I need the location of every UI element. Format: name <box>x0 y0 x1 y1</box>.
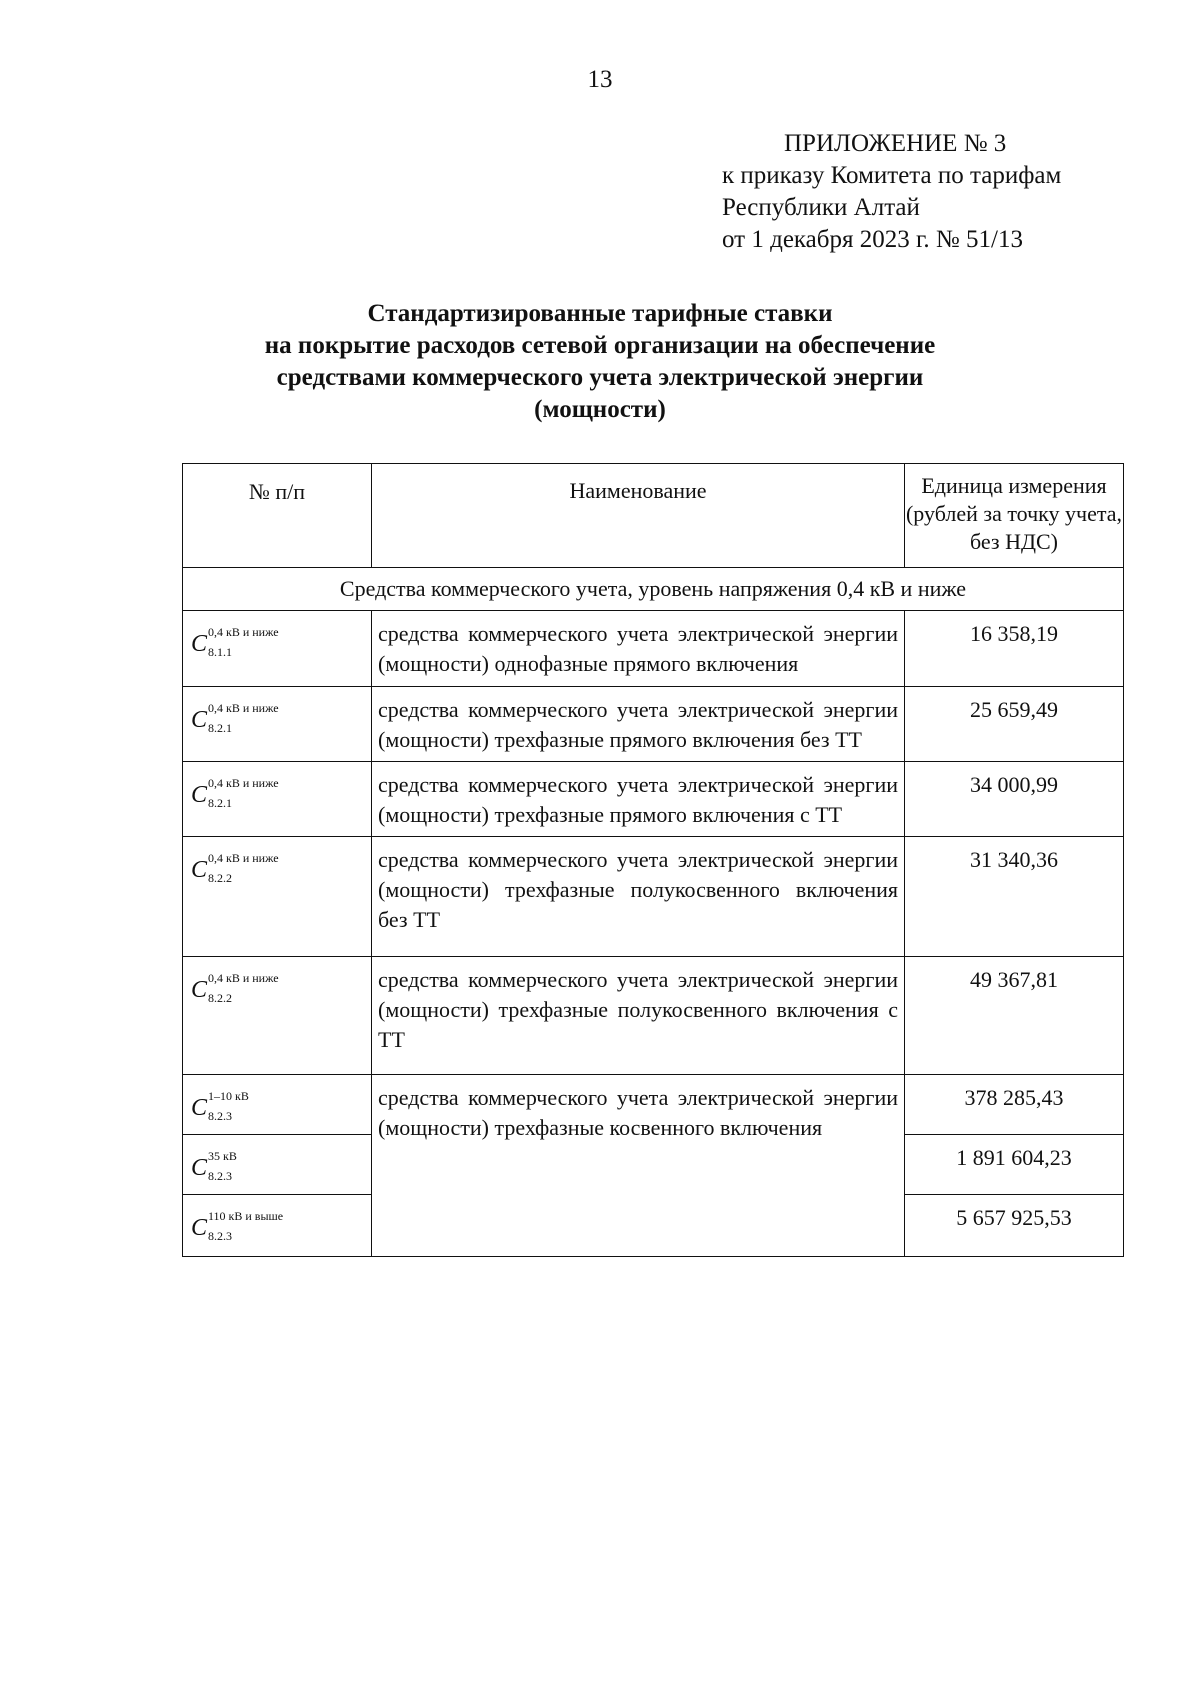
rate-symbol: C <box>191 857 208 883</box>
annex-title: ПРИЛОЖЕНИЕ № 3 <box>784 130 1007 157</box>
rate-symbol: C <box>191 782 208 808</box>
annex-block <box>722 128 1061 256</box>
rate-superscript: 35 кВ <box>208 1149 237 1163</box>
rate-superscript: 0,4 кВ и ниже <box>208 971 279 985</box>
rate-subscript: 8.1.1 <box>208 645 232 659</box>
title-line-2: на покрытие расходов сетевой организации на обеспечение <box>264 332 936 359</box>
rate-value: 1 891 604,23 <box>905 1135 1124 1195</box>
rate-value: 34 000,99 <box>905 762 1124 837</box>
annex-line-3: от 1 декабря 2023 г. № 51/13 <box>722 226 1023 253</box>
rate-subscript: 8.2.2 <box>208 871 232 885</box>
table-row <box>183 762 1124 837</box>
table-row <box>183 611 1124 687</box>
header-number: № п/п <box>183 464 372 568</box>
rate-symbol: C <box>191 1215 208 1241</box>
rate-description: средства коммерческого учета электрической энергии (мощности) трехфазные полукосвенного включения с ТТ <box>372 957 905 1075</box>
annex-line-2: Республики Алтай <box>722 194 920 221</box>
table-header-row <box>183 464 1124 568</box>
rate-value: 25 659,49 <box>905 687 1124 762</box>
title-line-1: Стандартизированные тарифные ставки <box>367 300 833 327</box>
rate-code <box>183 762 372 837</box>
rate-superscript: 0,4 кВ и ниже <box>208 851 279 865</box>
rate-code <box>183 1195 372 1257</box>
rate-symbol: C <box>191 1155 208 1181</box>
rate-description: средства коммерческого учета электрической энергии (мощности) трехфазные прямого включения без ТТ <box>372 687 905 762</box>
rate-symbol: C <box>191 707 208 733</box>
rate-code <box>183 1135 372 1195</box>
rate-subscript: 8.2.1 <box>208 796 232 810</box>
rate-subscript: 8.2.1 <box>208 721 232 735</box>
tariff-table <box>182 463 1124 1257</box>
title-line-4: (мощности) <box>534 396 666 423</box>
annex-line-1: к приказу Комитета по тарифам <box>722 162 1062 189</box>
rate-code <box>183 1075 372 1135</box>
title-line-3: средствами коммерческого учета электрической энергии <box>276 364 924 391</box>
rate-superscript: 110 кВ и выше <box>208 1209 284 1223</box>
document-title <box>200 298 1000 426</box>
rate-value: 5 657 925,53 <box>905 1195 1124 1257</box>
rate-superscript: 1–10 кВ <box>208 1089 249 1103</box>
rate-superscript: 0,4 кВ и ниже <box>208 701 279 715</box>
rate-code <box>183 611 372 687</box>
rate-code <box>183 837 372 957</box>
section-row <box>183 568 1124 611</box>
rate-symbol: C <box>191 977 208 1003</box>
rate-description: средства коммерческого учета электрической энергии (мощности) однофазные прямого включения <box>372 611 905 687</box>
rate-symbol: C <box>191 631 208 657</box>
table-row <box>183 1075 1124 1135</box>
rate-description: средства коммерческого учета электрической энергии (мощности) трехфазные полукосвенного включения без ТТ <box>372 837 905 957</box>
rate-value: 16 358,19 <box>905 611 1124 687</box>
rate-subscript: 8.2.2 <box>208 991 232 1005</box>
table-row <box>183 957 1124 1075</box>
section-title: Средства коммерческого учета, уровень напряжения 0,4 кВ и ниже <box>183 568 1124 611</box>
rate-subscript: 8.2.3 <box>208 1229 232 1243</box>
rate-code <box>183 687 372 762</box>
table-row <box>183 687 1124 762</box>
table-row <box>183 837 1124 957</box>
rate-symbol: C <box>191 1095 208 1121</box>
rate-code <box>183 957 372 1075</box>
rate-description: средства коммерческого учета электрической энергии (мощности) трехфазные прямого включения с ТТ <box>372 762 905 837</box>
header-unit: Единица измерения (рублей за точку учета, без НДС) <box>905 464 1124 568</box>
rate-superscript: 0,4 кВ и ниже <box>208 625 279 639</box>
rate-value: 378 285,43 <box>905 1075 1124 1135</box>
page-number: 13 <box>587 66 613 93</box>
rate-subscript: 8.2.3 <box>208 1169 232 1183</box>
rate-value: 49 367,81 <box>905 957 1124 1075</box>
rate-description: средства коммерческого учета электрической энергии (мощности) трехфазные косвенного включения <box>372 1075 905 1257</box>
header-name: Наименование <box>372 464 905 568</box>
rate-subscript: 8.2.3 <box>208 1109 232 1123</box>
rate-superscript: 0,4 кВ и ниже <box>208 776 279 790</box>
rate-value: 31 340,36 <box>905 837 1124 957</box>
